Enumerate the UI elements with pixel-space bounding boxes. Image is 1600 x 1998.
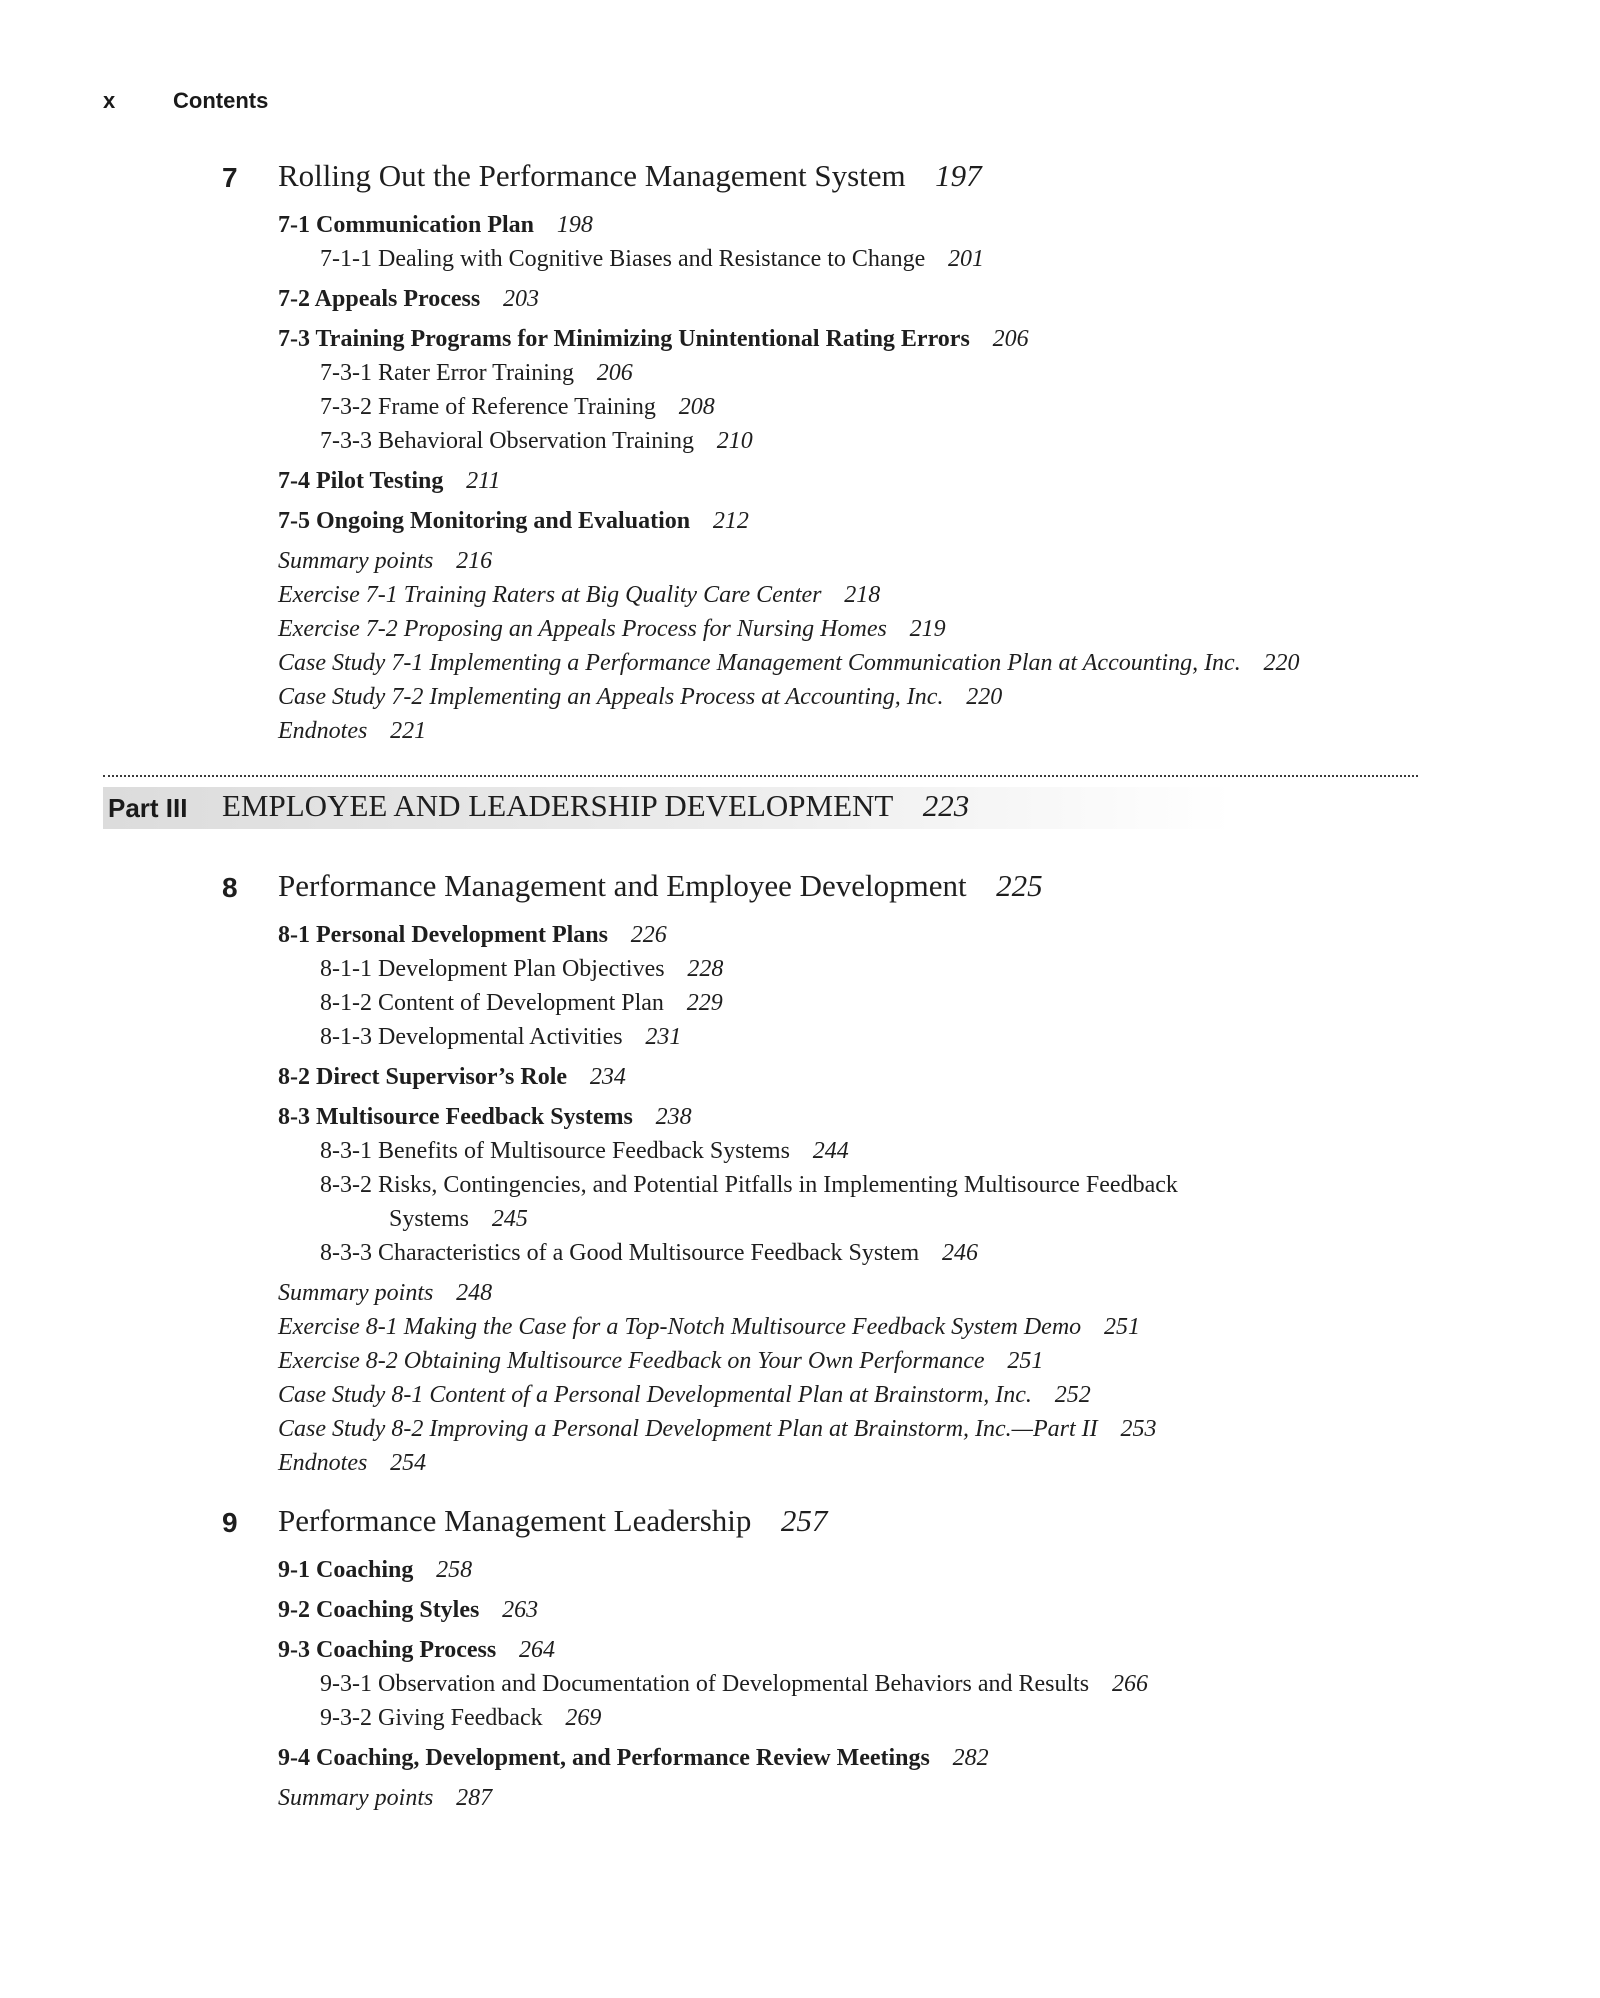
page-number: 231: [645, 1024, 682, 1050]
page-number: 211: [466, 468, 501, 494]
chapter-heading[interactable]: [222, 158, 1560, 202]
toc-subsection[interactable]: 7-3-2 Frame of Reference Training 208: [320, 394, 715, 420]
toc-exercise[interactable]: Exercise 8-1 Making the Case for a Top-Notch Multisource Feedback System Demo 251: [278, 1314, 1140, 1340]
toc-exercise[interactable]: Exercise 8-2 Obtaining Multisource Feedback on Your Own Performance 251: [278, 1348, 1044, 1374]
page-number: 206: [596, 360, 633, 386]
chapter-8: [222, 868, 1560, 1480]
toc-subsection[interactable]: 7-3-1 Rater Error Training 206: [320, 360, 633, 386]
page-number: 254: [390, 1450, 427, 1476]
chapter-title: Performance Management and Employee Development 225: [278, 868, 1043, 903]
toc-section[interactable]: 7-4 Pilot Testing 211: [278, 468, 501, 494]
toc-subsection[interactable]: 9-3-2 Giving Feedback 269: [320, 1705, 602, 1731]
page-number: 206: [992, 326, 1029, 352]
page-number: 223: [922, 788, 970, 823]
page-number: 203: [503, 286, 540, 312]
toc-subsection[interactable]: 9-3-1 Observation and Documentation of Developmental Behaviors and Results 266: [320, 1671, 1148, 1697]
toc-case-study[interactable]: Case Study 7-1 Implementing a Performance Management Communication Plan at Accounting, Inc. 220: [278, 650, 1300, 676]
toc-section[interactable]: 7-3 Training Programs for Minimizing Unintentional Rating Errors 206: [278, 326, 1029, 352]
page-number: 287: [456, 1785, 493, 1811]
chapter-number: 9: [222, 1507, 238, 1538]
chapter-title: Rolling Out the Performance Management System 197: [278, 158, 982, 193]
page-number: 258: [436, 1557, 473, 1583]
part-label: Part III: [108, 793, 188, 823]
page-number: 245: [491, 1206, 528, 1232]
page-number: 252: [1054, 1382, 1091, 1408]
part-title[interactable]: EMPLOYEE AND LEADERSHIP DEVELOPMENT 223: [222, 788, 970, 823]
page-number: 218: [844, 582, 881, 608]
toc-subsection[interactable]: 8-3-2 Risks, Contingencies, and Potential Pitfalls in Implementing Multisource Feedback Systems 245: [320, 1172, 1178, 1232]
toc-case-study[interactable]: Case Study 8-2 Improving a Personal Development Plan at Brainstorm, Inc.—Part II 253: [278, 1416, 1157, 1442]
page-number: 253: [1120, 1416, 1157, 1442]
chapter-number: 7: [222, 162, 238, 193]
page-number: 248: [456, 1280, 493, 1306]
running-head-title: Contents: [173, 88, 269, 113]
page-number: 229: [686, 990, 723, 1016]
toc-section[interactable]: 9-4 Coaching, Development, and Performance Review Meetings 282: [278, 1745, 989, 1771]
toc-subsection[interactable]: 8-1-1 Development Plan Objectives 228: [320, 956, 724, 982]
page-number: 246: [941, 1240, 978, 1266]
toc-section[interactable]: 9-1 Coaching 258: [278, 1557, 473, 1583]
toc-section[interactable]: 8-2 Direct Supervisor’s Role 234: [278, 1064, 626, 1090]
page-number: 282: [952, 1745, 989, 1771]
page-number: 251: [1007, 1348, 1044, 1374]
page-number: 228: [687, 956, 724, 982]
toc-section[interactable]: 9-2 Coaching Styles 263: [278, 1597, 539, 1623]
toc-section[interactable]: 7-5 Ongoing Monitoring and Evaluation 212: [278, 508, 749, 534]
page-number: 264: [519, 1637, 555, 1663]
page-folio: x: [103, 88, 116, 113]
page-number: 226: [630, 922, 667, 948]
page-number: 201: [948, 246, 985, 272]
page-number: 220: [966, 684, 1003, 710]
page-number: 266: [1111, 1671, 1148, 1697]
chapter-9: [222, 1503, 1560, 1815]
chapter-number: 8: [222, 872, 238, 903]
part-divider-rule: [103, 775, 1418, 777]
page-number: 210: [716, 428, 753, 454]
page-number: 216: [456, 548, 493, 574]
page-number: 225: [996, 868, 1043, 903]
toc-summary-points[interactable]: Summary points 287: [278, 1785, 493, 1811]
chapter-title: Performance Management Leadership 257: [278, 1503, 828, 1538]
toc-subsection[interactable]: 8-3-3 Characteristics of a Good Multisource Feedback System 246: [320, 1240, 978, 1266]
chapter-7: [222, 158, 1560, 748]
toc-endnotes[interactable]: Endnotes 221: [278, 718, 427, 744]
toc-summary-points[interactable]: Summary points 216: [278, 548, 493, 574]
toc-section[interactable]: 7-1 Communication Plan 198: [278, 212, 593, 238]
page-number: 198: [556, 212, 593, 238]
page-number: 234: [589, 1064, 626, 1090]
page-number: 208: [678, 394, 715, 420]
page-number: 263: [502, 1597, 539, 1623]
toc-subsection[interactable]: 8-1-2 Content of Development Plan 229: [320, 990, 723, 1016]
page-number: 244: [812, 1138, 849, 1164]
page-number: 251: [1103, 1314, 1140, 1340]
page-number: 238: [655, 1104, 692, 1130]
toc-subsection[interactable]: 8-1-3 Developmental Activities 231: [320, 1024, 682, 1050]
page-number: 257: [780, 1503, 828, 1538]
page-number: 219: [909, 616, 946, 642]
toc-summary-points[interactable]: Summary points 248: [278, 1280, 493, 1306]
toc-section[interactable]: 8-3 Multisource Feedback Systems 238: [278, 1104, 692, 1130]
toc-subsection[interactable]: 7-3-3 Behavioral Observation Training 210: [320, 428, 753, 454]
page-number: 212: [712, 508, 749, 534]
toc-section[interactable]: 7-2 Appeals Process 203: [278, 286, 540, 312]
toc-section[interactable]: 8-1 Personal Development Plans 226: [278, 922, 667, 948]
toc-subsection[interactable]: 7-1-1 Dealing with Cognitive Biases and Resistance to Change 201: [320, 246, 985, 272]
page-number: 221: [390, 718, 427, 744]
running-head: [103, 88, 268, 114]
chapter-heading[interactable]: [222, 868, 1560, 912]
page-number: 197: [935, 158, 982, 193]
toc-endnotes[interactable]: Endnotes 254: [278, 1450, 427, 1476]
page-number: 269: [565, 1705, 602, 1731]
toc-section[interactable]: 9-3 Coaching Process 264: [278, 1637, 555, 1663]
chapter-heading[interactable]: [222, 1503, 1560, 1547]
toc-case-study[interactable]: Case Study 7-2 Implementing an Appeals Process at Accounting, Inc. 220: [278, 684, 1003, 710]
page-number: 220: [1263, 650, 1300, 676]
toc-exercise[interactable]: Exercise 7-2 Proposing an Appeals Process for Nursing Homes 219: [278, 616, 946, 642]
toc-subsection[interactable]: 8-3-1 Benefits of Multisource Feedback Systems 244: [320, 1138, 849, 1164]
toc-exercise[interactable]: Exercise 7-1 Training Raters at Big Quality Care Center 218: [278, 582, 881, 608]
toc-case-study[interactable]: Case Study 8-1 Content of a Personal Developmental Plan at Brainstorm, Inc. 252: [278, 1382, 1091, 1408]
